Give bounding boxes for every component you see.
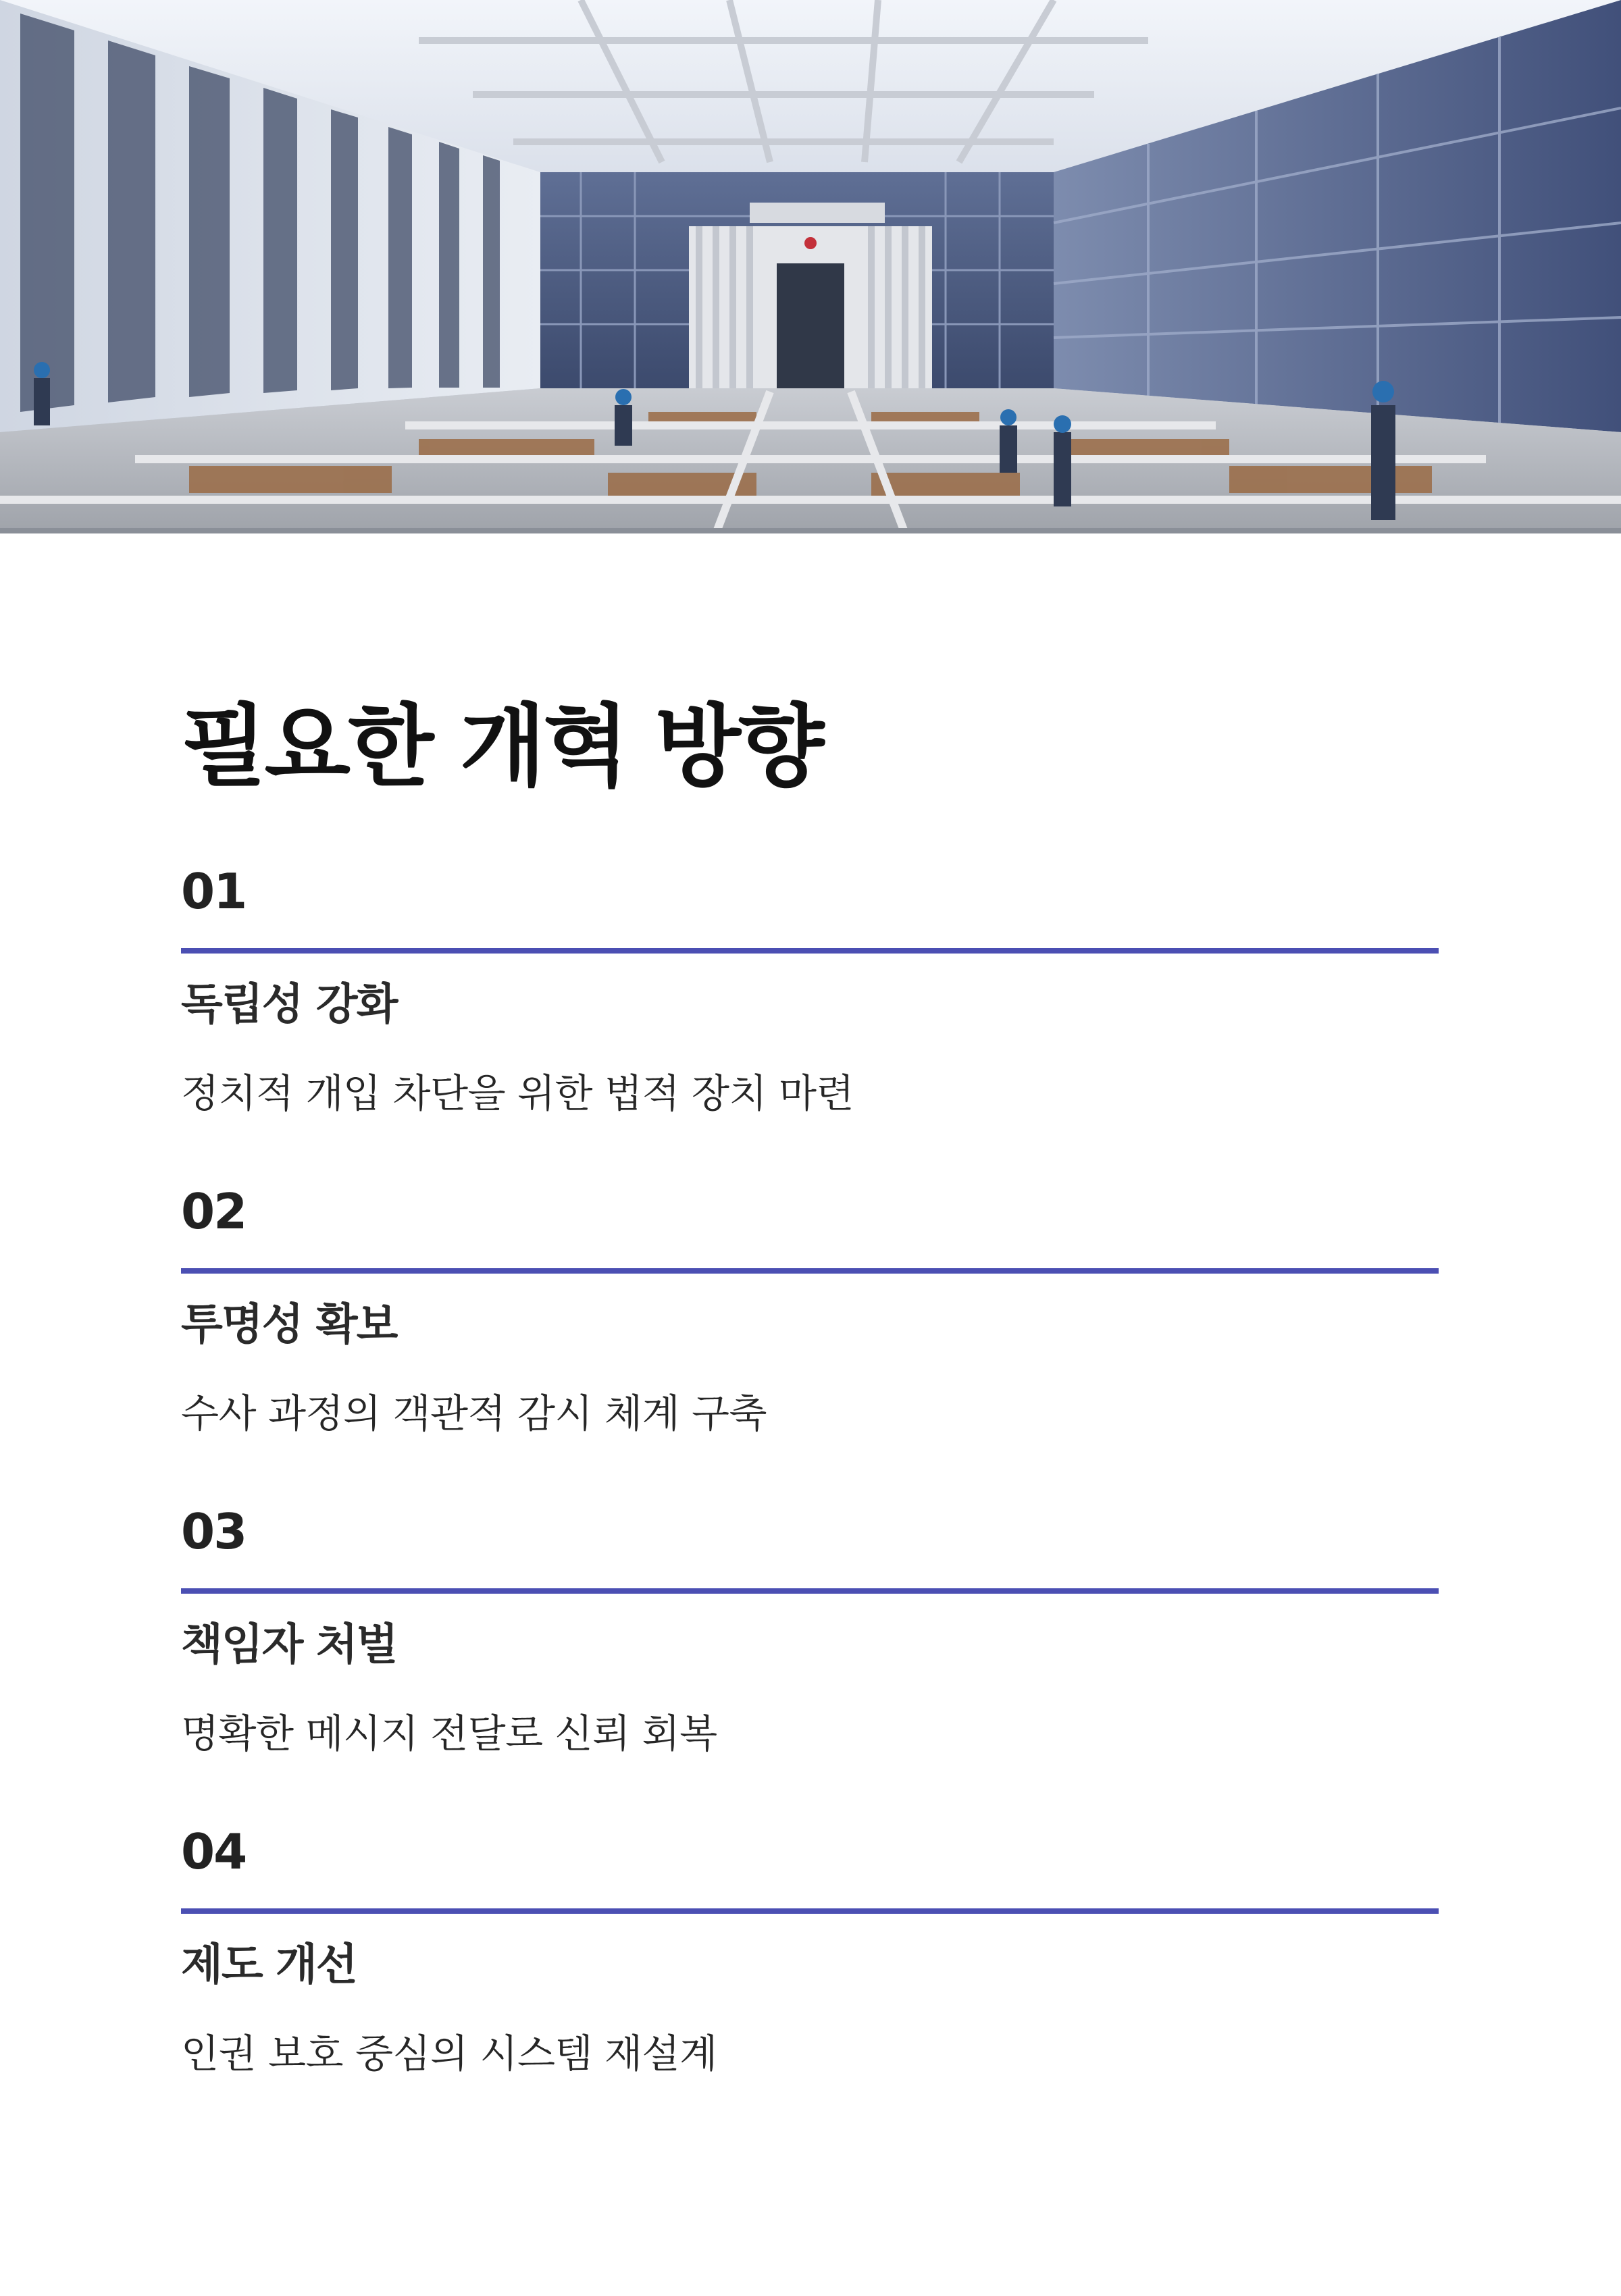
construction-atrium-illustration: [0, 0, 1621, 533]
item-number: 01: [181, 863, 247, 920]
list-item: [181, 1823, 1439, 2147]
item-heading: 책임자 처벌: [181, 1620, 397, 1670]
item-text: 수사 과정의 객관적 감시 체계 구축: [181, 1390, 767, 1436]
list-item: [181, 1183, 1439, 1507]
item-heading: 투명성 확보: [181, 1300, 397, 1350]
item-number: 03: [181, 1503, 247, 1560]
main-content: [181, 695, 1439, 2147]
item-number: 04: [181, 1823, 247, 1880]
list-item: [181, 863, 1439, 1187]
divider: [181, 1268, 1439, 1274]
page-title: 필요한 개혁 방향: [181, 695, 822, 799]
item-text: 정치적 개입 차단을 위한 법적 장치 마련: [181, 1070, 854, 1116]
item-text: 명확한 메시지 전달로 신뢰 회복: [181, 1711, 717, 1756]
item-text: 인권 보호 중심의 시스템 재설계: [181, 2031, 717, 2077]
divider: [181, 1908, 1439, 1914]
list-item: [181, 1503, 1439, 1827]
hero-image: [0, 0, 1621, 533]
item-number: 02: [181, 1183, 247, 1240]
divider: [181, 1588, 1439, 1594]
divider: [181, 948, 1439, 954]
item-heading: 독립성 강화: [181, 980, 397, 1030]
item-heading: 제도 개선: [181, 1940, 357, 1990]
reform-list: [181, 863, 1439, 2147]
